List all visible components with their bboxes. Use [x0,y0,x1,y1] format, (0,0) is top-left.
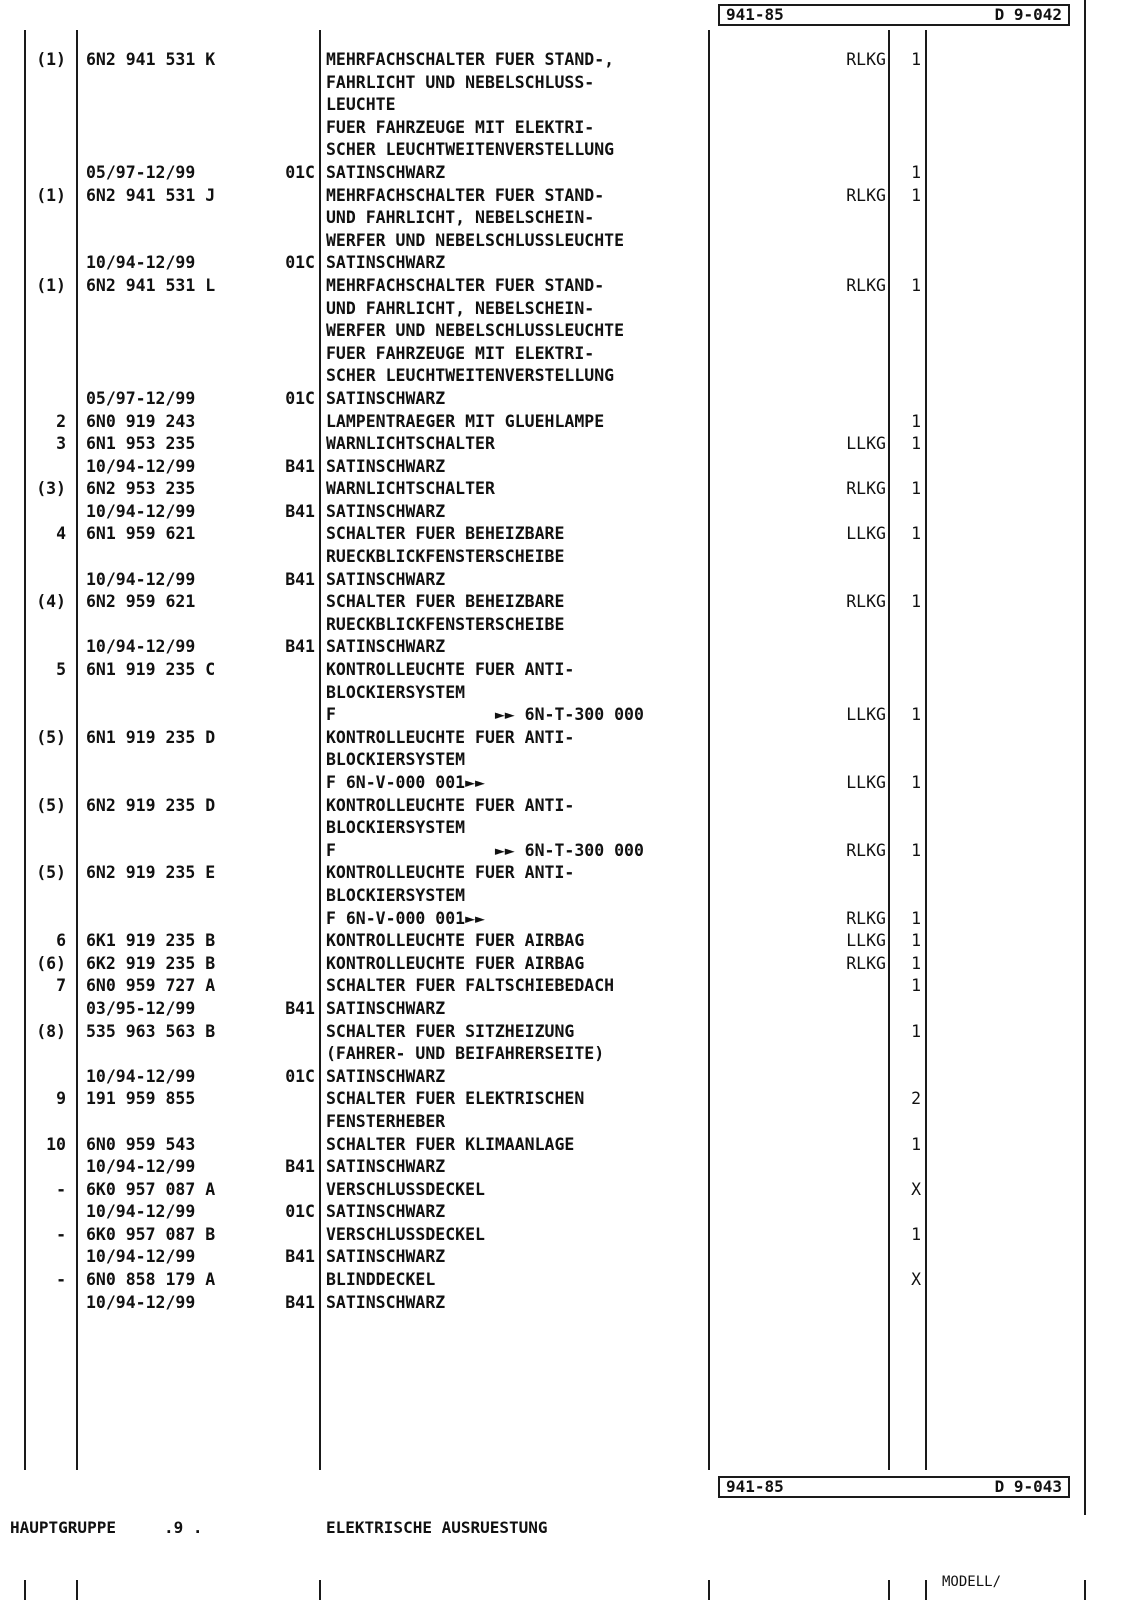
position-number: (3) [36,479,66,499]
header-box-top [718,4,1070,26]
part-number: 10/94-12/99 [86,1066,196,1086]
quantity: 2 [911,1089,921,1109]
table-row [0,885,1146,908]
table-row [0,1201,1146,1224]
part-description: FENSTERHEBER [326,1111,446,1131]
position-number: 4 [56,524,66,544]
position-number: (8) [36,1021,66,1041]
next-page-divider-7 [1084,1580,1086,1600]
part-description: UND FAHRLICHT, NEBELSCHEIN- [326,298,595,318]
part-number: 6N1 953 235 [86,434,196,454]
model-code: RLKG [846,479,886,499]
group-label: HAUPTGRUPPE [10,1518,116,1537]
model-code: LLKG [846,434,886,454]
position-number: (1) [36,185,66,205]
part-description: SATINSCHWARZ [326,253,446,273]
part-description: SCHALTER FUER KLIMAANLAGE [326,1134,575,1154]
table-row [0,682,1146,705]
table-row [0,501,1146,524]
part-description: SATINSCHWARZ [326,637,446,657]
table-row [0,817,1146,840]
position-number: 9 [56,1089,66,1109]
part-number: 6K2 919 235 B [86,953,216,973]
part-description: KONTROLLEUCHTE FUER AIRBAG [326,931,585,951]
next-page-divider-5 [888,1580,890,1600]
quantity: 1 [911,479,921,499]
part-description: MEHRFACHSCHALTER FUER STAND-, [326,50,615,69]
color-code: B41 [285,998,315,1018]
part-number: 6N2 953 235 [86,479,196,499]
position-number: 5 [56,660,66,680]
part-number: 6N1 919 235 D [86,727,216,747]
position-number: 10 [46,1134,66,1154]
part-description: KONTROLLEUCHTE FUER AIRBAG [326,953,585,973]
part-number: 6N2 941 531 K [86,50,216,69]
table-row [0,1088,1146,1111]
table-row [0,998,1146,1021]
part-description: WERFER UND NEBELSCHLUSSLEUCHTE [326,321,625,341]
position-number: (5) [36,795,66,815]
part-description: MEHRFACHSCHALTER FUER STAND- [326,185,605,205]
table-row [0,388,1146,411]
next-page-divider-3 [319,1580,321,1600]
part-number: 6N2 919 235 E [86,863,216,883]
part-description: SCHER LEUCHTWEITENVERSTELLUNG [326,366,615,386]
quantity: 1 [911,773,921,792]
header-page-top: D 9-042 [994,5,1062,24]
part-description: SATINSCHWARZ [326,456,446,476]
part-description: SCHALTER FUER BEHEIZBARE [326,524,565,544]
quantity: 1 [911,275,921,295]
color-code: B41 [285,501,315,521]
position-number: 3 [56,434,66,454]
part-number: 10/94-12/99 [86,501,196,521]
quantity: X [911,1270,921,1290]
part-description: RUECKBLICKFENSTERSCHEIBE [326,547,565,567]
table-row [0,230,1146,253]
model-code: LLKG [846,705,886,725]
table-row [0,139,1146,162]
quantity: 1 [911,705,921,725]
color-code: B41 [285,1247,315,1267]
table-row [0,772,1146,795]
part-description: SATINSCHWARZ [326,1066,446,1086]
part-description: KONTROLLEUCHTE FUER ANTI- [326,863,575,883]
part-description: VERSCHLUSSDECKEL [326,1179,485,1199]
part-description: (FAHRER- UND BEIFAHRERSEITE) [326,1044,605,1064]
model-code: LLKG [846,931,886,951]
table-row [0,908,1146,931]
table-row [0,433,1146,456]
part-number: 10/94-12/99 [86,569,196,589]
quantity: 1 [911,1021,921,1041]
table-row [0,591,1146,614]
table-row [0,1021,1146,1044]
table-row [0,275,1146,298]
part-description: SCHALTER FUER BEHEIZBARE [326,592,565,612]
position-number: (1) [36,50,66,69]
part-description: SATINSCHWARZ [326,1202,446,1222]
part-description: KONTROLLEUCHTE FUER ANTI- [326,795,575,815]
table-row [0,162,1146,185]
table-row [0,975,1146,998]
part-description: BLOCKIERSYSTEM [326,682,466,702]
model-code: RLKG [846,275,886,295]
model-code: RLKG [846,840,886,860]
part-description: F ►► 6N-T-300 000 [326,840,644,860]
table-row [0,207,1146,230]
table-row [0,614,1146,637]
quantity: 1 [911,162,921,182]
color-code: B41 [285,456,315,476]
table-row [0,320,1146,343]
part-description: SATINSCHWARZ [326,388,446,408]
part-description: F 6N-V-000 001►► [326,773,485,792]
color-code: 01C [285,1066,315,1086]
quantity: 1 [911,840,921,860]
part-description: WERFER UND NEBELSCHLUSSLEUCHTE [326,230,625,250]
table-row [0,117,1146,140]
part-number: 10/94-12/99 [86,1247,196,1267]
model-code: RLKG [846,50,886,69]
color-code: B41 [285,637,315,657]
table-row [0,659,1146,682]
table-row [0,1156,1146,1179]
quantity: 1 [911,434,921,454]
quantity: 1 [911,524,921,544]
color-code: 01C [285,1202,315,1222]
color-code: 01C [285,388,315,408]
parts-table [0,49,1146,1314]
part-number: 05/97-12/99 [86,388,196,408]
part-number: 6N0 959 543 [86,1134,196,1154]
part-description: SATINSCHWARZ [326,998,446,1018]
part-number: 6N2 941 531 L [86,275,216,295]
color-code: B41 [285,569,315,589]
modell-column-header: MODELL/ [942,1574,1002,1590]
table-row [0,411,1146,434]
model-code: LLKG [846,524,886,544]
part-number: 10/94-12/99 [86,1292,196,1312]
part-description: BLINDDECKEL [326,1270,436,1290]
part-number: 10/94-12/99 [86,1202,196,1222]
part-number: 6K0 957 087 B [86,1224,216,1244]
part-description: LEUCHTE [326,95,396,115]
quantity: 1 [911,592,921,612]
table-row [0,1292,1146,1315]
table-row [0,1111,1146,1134]
table-row [0,523,1146,546]
part-description: FUER FAHRZEUGE MIT ELEKTRI- [326,343,595,363]
part-number: 191 959 855 [86,1089,196,1109]
table-row [0,569,1146,592]
part-description: BLOCKIERSYSTEM [326,885,466,905]
part-description: F 6N-V-000 001►► [326,908,485,928]
part-description: FUER FAHRZEUGE MIT ELEKTRI- [326,117,595,137]
model-code: LLKG [846,773,886,792]
table-row [0,1043,1146,1066]
part-description: BLOCKIERSYSTEM [326,818,466,838]
part-number: 6N2 919 235 D [86,795,216,815]
color-code: B41 [285,1157,315,1177]
part-description: SCHALTER FUER ELEKTRISCHEN [326,1089,585,1109]
part-description: SCHALTER FUER FALTSCHIEBEDACH [326,976,615,996]
table-row [0,636,1146,659]
part-description: RUECKBLICKFENSTERSCHEIBE [326,614,565,634]
table-row [0,252,1146,275]
part-number: 03/95-12/99 [86,998,196,1018]
position-number: (1) [36,275,66,295]
table-row [0,704,1146,727]
part-description: FAHRLICHT UND NEBELSCHLUSS- [326,72,595,92]
position-number: (5) [36,727,66,747]
quantity: X [911,1179,921,1199]
position-number: 2 [56,411,66,431]
table-row [0,185,1146,208]
position-number: - [56,1270,66,1290]
part-description: BLOCKIERSYSTEM [326,750,466,770]
part-number: 6K1 919 235 B [86,931,216,951]
part-description: SATINSCHWARZ [326,569,446,589]
part-number: 6N1 959 621 [86,524,196,544]
part-description: SATINSCHWARZ [326,1157,446,1177]
table-row [0,72,1146,95]
quantity: 1 [911,1134,921,1154]
table-row [0,546,1146,569]
part-description: MEHRFACHSCHALTER FUER STAND- [326,275,605,295]
part-description: SATINSCHWARZ [326,1292,446,1312]
position-number: (4) [36,592,66,612]
table-row [0,862,1146,885]
part-description: SCHALTER FUER SITZHEIZUNG [326,1021,575,1041]
next-page-divider-2 [76,1580,78,1600]
table-row [0,795,1146,818]
color-code: 01C [285,162,315,182]
part-description: F ►► 6N-T-300 000 [326,705,644,725]
model-code: RLKG [846,953,886,973]
part-description: KONTROLLEUCHTE FUER ANTI- [326,727,575,747]
part-description: VERSCHLUSSDECKEL [326,1224,485,1244]
next-page-divider-1 [24,1580,26,1600]
part-number: 6N1 919 235 C [86,660,216,680]
group-number: .9 . [164,1518,203,1537]
table-row [0,1224,1146,1247]
model-code: RLKG [846,185,886,205]
part-description: SCHER LEUCHTWEITENVERSTELLUNG [326,140,615,160]
part-description: UND FAHRLICHT, NEBELSCHEIN- [326,208,595,228]
part-number: 535 963 563 B [86,1021,216,1041]
table-row [0,1269,1146,1292]
model-code: RLKG [846,908,886,928]
table-row [0,749,1146,772]
model-code: RLKG [846,592,886,612]
position-number: (6) [36,953,66,973]
header-ref-top: 941-85 [726,5,784,24]
position-number: - [56,1224,66,1244]
part-number: 6K0 957 087 A [86,1179,216,1199]
table-row [0,343,1146,366]
part-number: 6N2 959 621 [86,592,196,612]
part-description: WARNLICHTSCHALTER [326,479,495,499]
quantity: 1 [911,411,921,431]
part-number: 10/94-12/99 [86,253,196,273]
part-description: SATINSCHWARZ [326,501,446,521]
part-number: 10/94-12/99 [86,637,196,657]
quantity: 1 [911,1224,921,1244]
position-number: (5) [36,863,66,883]
quantity: 1 [911,976,921,996]
position-number: 7 [56,976,66,996]
table-row [0,456,1146,479]
table-row [0,94,1146,117]
part-number: 6N0 858 179 A [86,1270,216,1290]
part-number: 10/94-12/99 [86,1157,196,1177]
table-row [0,1246,1146,1269]
next-page-divider-6 [925,1580,927,1600]
table-row [0,49,1146,72]
header-ref-bottom: 941-85 [726,1477,784,1496]
table-row [0,298,1146,321]
part-number: 6N0 959 727 A [86,976,216,996]
part-number: 6N0 919 243 [86,411,196,431]
table-row [0,478,1146,501]
part-number: 6N2 941 531 J [86,185,216,205]
part-description: LAMPENTRAEGER MIT GLUEHLAMPE [326,411,605,431]
part-description: SATINSCHWARZ [326,1247,446,1267]
header-box-bottom [718,1476,1070,1498]
color-code: B41 [285,1292,315,1312]
table-row [0,930,1146,953]
part-number: 10/94-12/99 [86,456,196,476]
part-description: WARNLICHTSCHALTER [326,434,495,454]
table-row [0,727,1146,750]
quantity: 1 [911,908,921,928]
group-title: ELEKTRISCHE AUSRUESTUNG [326,1518,548,1537]
part-description: SATINSCHWARZ [326,162,446,182]
quantity: 1 [911,953,921,973]
next-page-divider-4 [708,1580,710,1600]
table-row [0,1066,1146,1089]
part-number: 05/97-12/99 [86,162,196,182]
color-code: 01C [285,253,315,273]
part-description: KONTROLLEUCHTE FUER ANTI- [326,660,575,680]
table-row [0,953,1146,976]
quantity: 1 [911,185,921,205]
position-number: - [56,1179,66,1199]
table-row [0,840,1146,863]
position-number: 6 [56,931,66,951]
table-row [0,365,1146,388]
quantity: 1 [911,50,921,69]
table-row [0,1179,1146,1202]
table-row [0,1134,1146,1157]
header-page-bottom: D 9-043 [994,1477,1062,1496]
quantity: 1 [911,931,921,951]
